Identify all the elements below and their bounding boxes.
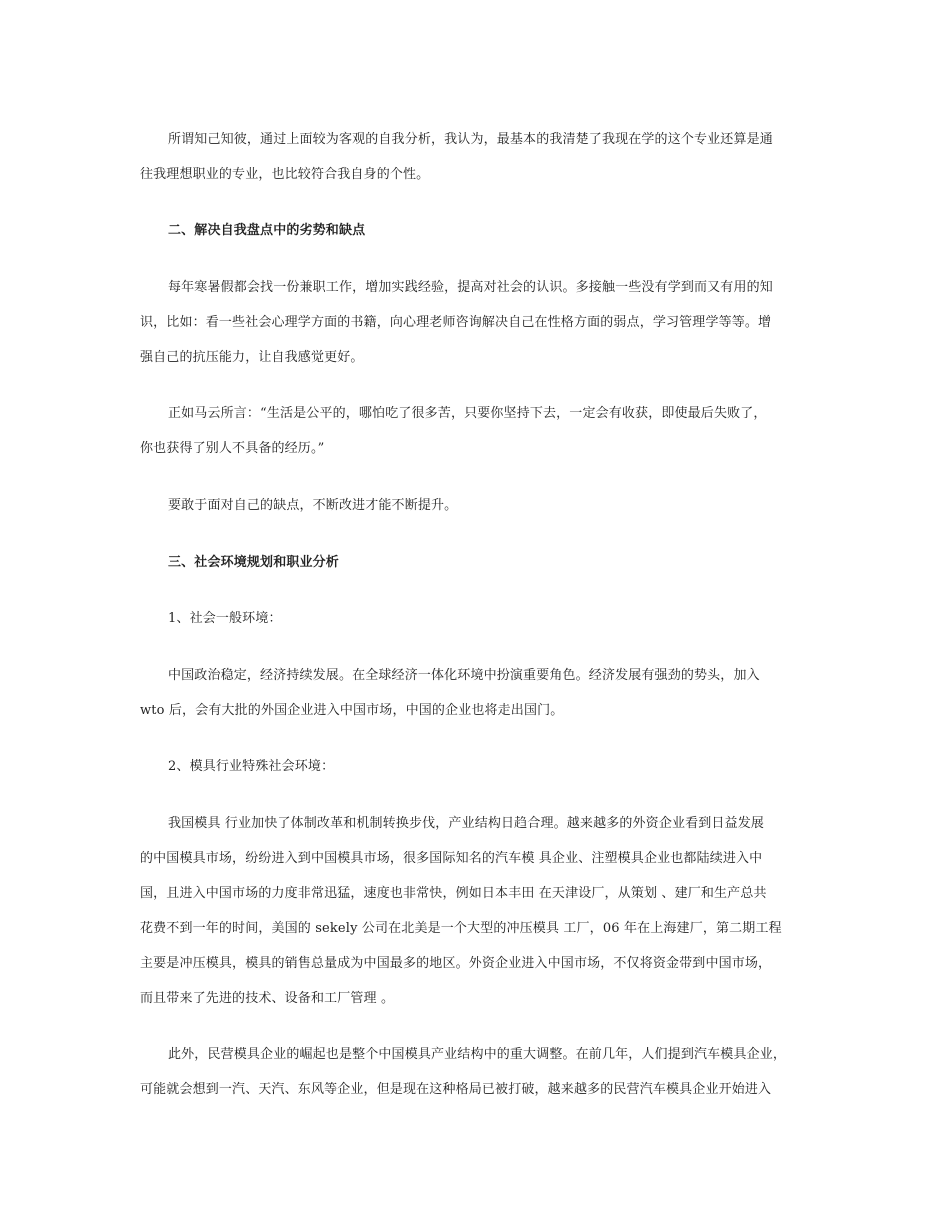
paragraph-7-line-1: 此外，民营模具企业的崛起也是整个中国模具产业结构中的重大调整。在前几年，人们提到汽车模具企业， [168, 1047, 787, 1062]
paragraph-2-line-2: 识，比如：看一些社会心理学方面的书籍，向心理老师咨询解决自己在性格方面的弱点，学习管理学等等。增 [140, 315, 772, 330]
paragraph-5-line-1: 中国政治稳定，经济持续发展。在全球经济一体化环境中扮演重要角色。经济发展有强劲的势头，加入 [168, 668, 760, 683]
paragraph-7-line-2: 可能就会想到一汽、天汽、东风等企业，但是现在这种格局已被打破，越来越多的民营汽车模具企业开始进入 [140, 1082, 772, 1097]
subheading-1: 1、社会一般环境： [168, 611, 282, 626]
paragraph-6-line-4: 花费不到一年的时间，美国的 sekely 公司在北美是一个大型的冲压模具 工厂，06 年在上海建厂，第二期工程 [140, 921, 782, 936]
paragraph-1-line-2: 往我理想职业的专业，也比较符合我自身的个性。 [140, 167, 430, 182]
paragraph-1-line-1: 所谓知己知彼，通过上面较为客观的自我分析，我认为，最基本的我清楚了我现在学的这个专业还算是通 [168, 132, 773, 147]
subheading-2: 2、模具行业特殊社会环境： [168, 759, 335, 774]
paragraph-6-line-1: 我国模具 行业加快了体制改革和机制转换步伐，产业结构日趋合理。越来越多的外资企业看到日益发展 [168, 816, 765, 831]
section-heading-3: 三、社会环境规划和职业分析 [168, 555, 339, 570]
paragraph-6-line-6: 而且带来了先进的技术、设备和工厂管理 。 [140, 991, 395, 1006]
paragraph-5-line-2: wto 后，会有大批的外国企业进入中国市场，中国的企业也将走出国门。 [140, 703, 564, 718]
quote-line-1: 正如马云所言：“生活是公平的，哪怕吃了很多苦，只要你坚持下去，一定会有收获，即使最后失败了， [168, 406, 767, 421]
paragraph-2-line-1: 每年寒暑假都会找一份兼职工作，增加实践经验，提高对社会的认识。多接触一些没有学到而又有用的知 [168, 280, 773, 295]
paragraph-4: 要敢于面对自己的缺点，不断改进才能不断提升。 [168, 498, 458, 513]
paragraph-6-line-5: 主要是冲压模具，模具的销售总量成为中国最多的地区。外资企业进入中国市场，不仅将资金带到中国市场， [140, 956, 772, 971]
paragraph-6-line-3: 国，且进入中国市场的力度非常迅猛，速度也非常快，例如日本丰田 在天津设厂，从策划 、建厂和生产总共 [140, 886, 767, 901]
quote-line-2: 你也获得了别人不具备的经历。” [140, 441, 325, 456]
paragraph-6-line-2: 的中国模具市场，纷纷进入到中国模具市场，很多国际知名的汽车模 具企业、注塑模具企业也都陆续进入中 [140, 851, 763, 866]
section-heading-2: 二、解决自我盘点中的劣势和缺点 [168, 223, 366, 238]
paragraph-2-line-3: 强自己的抗压能力，让自我感觉更好。 [140, 350, 364, 365]
